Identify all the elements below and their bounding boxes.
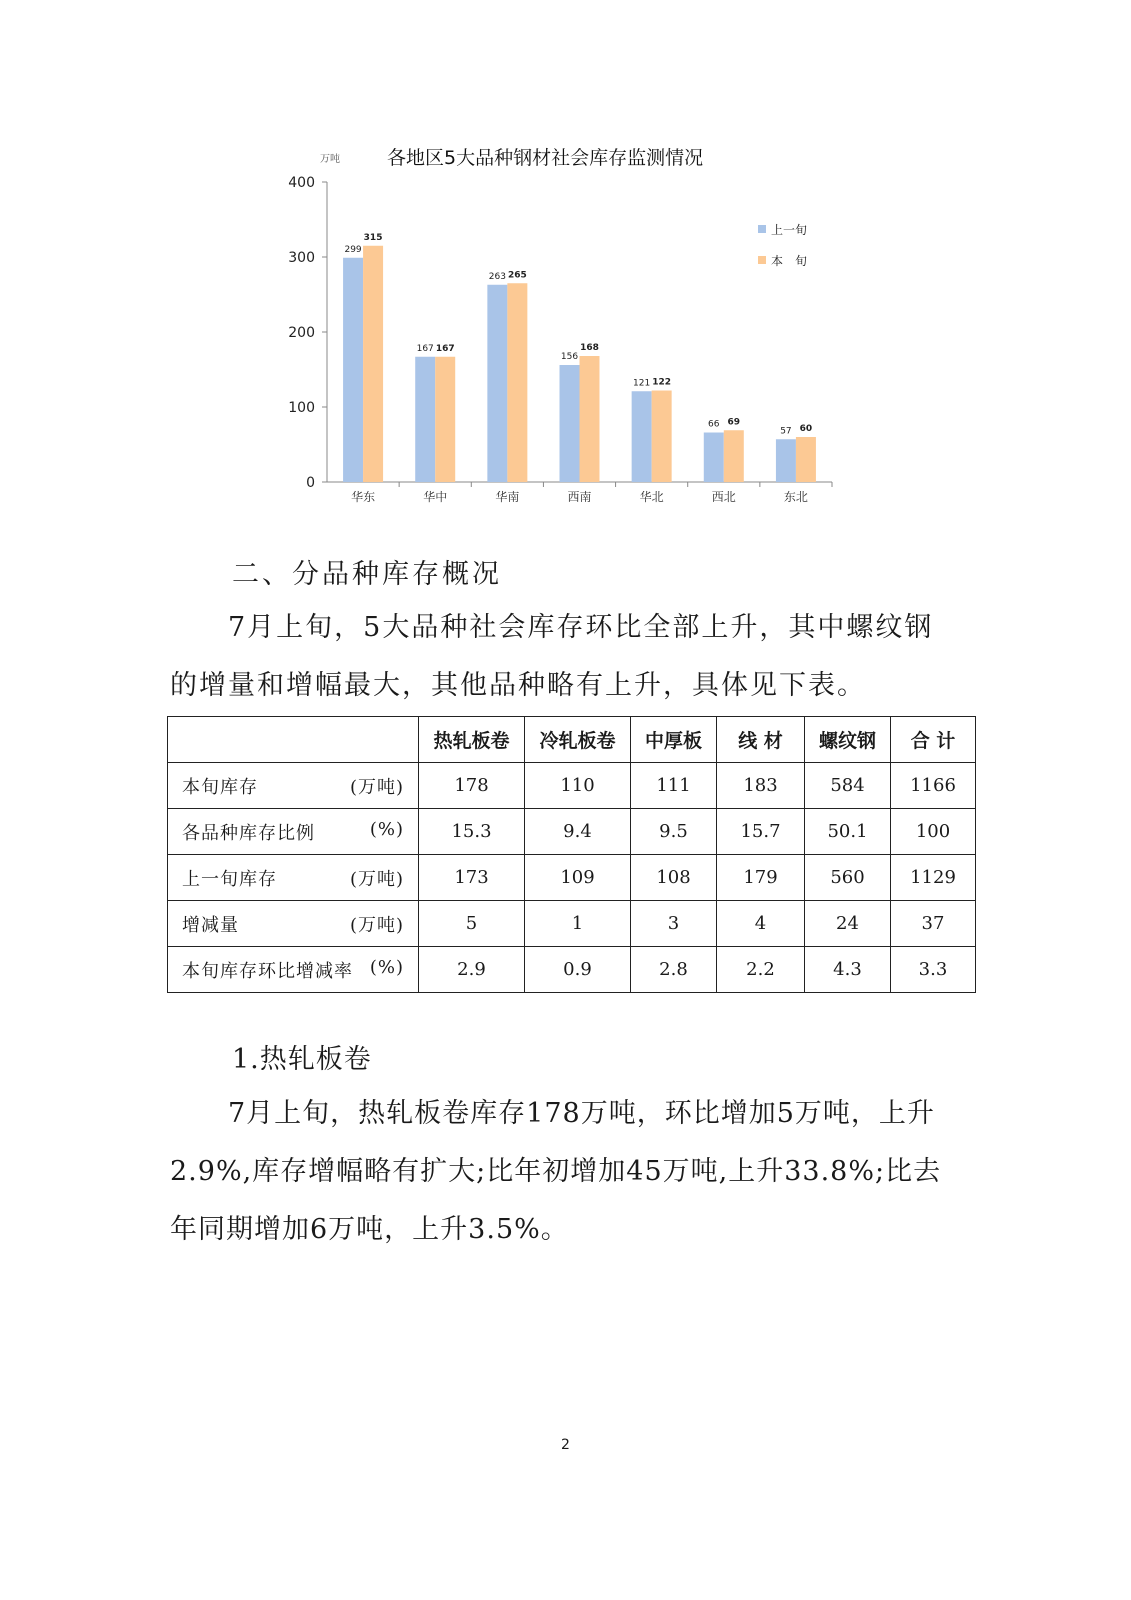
- bar: [507, 283, 527, 482]
- table-cell: 1129: [891, 855, 976, 901]
- x-tick-label: 西南: [567, 490, 592, 504]
- table-cell: 178: [419, 763, 525, 809]
- row-label-cell: [168, 947, 419, 993]
- bar-data-label: 122: [652, 377, 672, 388]
- table-cell: 1166: [891, 763, 976, 809]
- bar: [724, 430, 744, 482]
- x-tick-label: 华南: [495, 490, 520, 504]
- table-header-cell: 冷轧板卷: [525, 717, 631, 763]
- x-tick-label: 西北: [711, 490, 736, 504]
- bar: [487, 285, 507, 482]
- row-label: 上一旬库存: [182, 868, 277, 890]
- table-row: [168, 901, 976, 947]
- subsection-body-text: 7月上旬，热轧板卷库存178万吨，环比增加5万吨，上升2.9%,库存增幅略有扩大;比年初增加45万吨,上升33.8%;比去年同期增加6万吨，上升3.5%。: [170, 1098, 942, 1245]
- bar: [776, 439, 796, 482]
- bar-data-label: 168: [580, 343, 599, 353]
- subsection-body: [170, 1085, 960, 1259]
- bar: [632, 391, 652, 482]
- table-cell: 5: [419, 901, 525, 947]
- bar: [704, 433, 724, 483]
- table-cell: 15.3: [419, 809, 525, 855]
- row-label-cell: [168, 901, 419, 947]
- row-unit: (万吨): [349, 914, 404, 936]
- table-cell: 37: [891, 901, 976, 947]
- table-corner-cell: [168, 717, 419, 763]
- bar: [652, 391, 672, 483]
- table-cell: 3.3: [891, 947, 976, 993]
- bar-data-label: 66: [708, 419, 720, 430]
- chart-title: 各地区5大品种钢材社会库存监测情况: [387, 147, 704, 169]
- table-cell: 9.4: [525, 809, 631, 855]
- table-cell: 4.3: [805, 947, 891, 993]
- table-cell: 50.1: [805, 809, 891, 855]
- bar-data-label: 60: [799, 424, 813, 434]
- section-heading: 二、分品种库存概况: [232, 559, 502, 590]
- section-intro: [170, 599, 960, 715]
- bar: [415, 357, 435, 482]
- table-cell: 4: [717, 901, 805, 947]
- bar-data-label: 57: [780, 426, 792, 437]
- table-cell: 560: [805, 855, 891, 901]
- row-label-cell: [168, 809, 419, 855]
- bar-data-label: 167: [435, 343, 455, 354]
- y-tick-label: 300: [288, 250, 315, 266]
- table-cell: 24: [805, 901, 891, 947]
- row-label: 各品种库存比例: [182, 822, 315, 844]
- bar: [363, 246, 383, 482]
- chart-legend: [758, 222, 807, 268]
- page-number: 2: [561, 1437, 570, 1453]
- table-cell: 9.5: [631, 809, 717, 855]
- row-label: 增减量: [182, 914, 239, 936]
- row-label: 本旬库存: [182, 776, 258, 798]
- x-tick-label: 华中: [423, 490, 448, 504]
- table-row: [168, 947, 976, 993]
- y-tick-label: 0: [306, 475, 315, 491]
- table-cell: 3: [631, 901, 717, 947]
- bar-data-label: 69: [727, 417, 741, 428]
- inventory-table: [167, 716, 976, 993]
- row-unit: (%): [369, 818, 404, 840]
- bar-data-label: 156: [560, 352, 579, 362]
- bar: [435, 357, 455, 482]
- bar: [560, 365, 580, 482]
- bar-data-label: 265: [507, 270, 527, 281]
- chart-bars: [343, 233, 816, 482]
- table-cell: 183: [717, 763, 805, 809]
- chart-unit-label: 万吨: [320, 154, 340, 165]
- legend-swatch: [758, 256, 766, 264]
- table-cell: 2.9: [419, 947, 525, 993]
- table-cell: 108: [631, 855, 717, 901]
- y-tick-label: 200: [288, 325, 315, 341]
- table-header-cell: 螺纹钢: [805, 717, 891, 763]
- bar-data-label: 315: [363, 232, 383, 243]
- table-cell: 109: [525, 855, 631, 901]
- table-cell: 110: [525, 763, 631, 809]
- row-unit: (万吨): [349, 776, 404, 798]
- row-unit: (%): [369, 956, 404, 978]
- subsection-heading: 1.热轧板卷: [232, 1044, 372, 1075]
- legend-label: 上一旬: [771, 223, 808, 237]
- table-cell: 584: [805, 763, 891, 809]
- bar-data-label: 299: [344, 244, 362, 255]
- table-cell: 179: [717, 855, 805, 901]
- table-cell: 2.2: [717, 947, 805, 993]
- bar: [343, 258, 363, 482]
- table-cell: 111: [631, 763, 717, 809]
- table-header-cell: 中厚板: [631, 717, 717, 763]
- section-intro-text: 7月上旬，5大品种社会库存环比全部上升，其中螺纹钢的增量和增幅最大，其他品种略有上升，具体见下表。: [170, 612, 934, 701]
- bar-data-label: 167: [416, 343, 434, 354]
- regional-inventory-chart: [270, 130, 870, 525]
- bar-data-label: 263: [488, 271, 506, 282]
- legend-label: 本 旬: [771, 254, 808, 268]
- y-tick-label: 100: [288, 400, 315, 416]
- row-label-cell: [168, 763, 419, 809]
- table-header-cell: 线 材: [717, 717, 805, 763]
- table-row: [168, 763, 976, 809]
- y-tick-label: 400: [288, 175, 315, 191]
- table-header-row: [168, 717, 976, 763]
- bar-data-label: 121: [633, 378, 651, 389]
- table-header-cell: 热轧板卷: [419, 717, 525, 763]
- table-header-cell: 合 计: [891, 717, 976, 763]
- table-row: [168, 855, 976, 901]
- x-tick-label: 华东: [351, 490, 376, 504]
- table-row: [168, 809, 976, 855]
- bar: [580, 356, 600, 482]
- table-cell: 100: [891, 809, 976, 855]
- table-cell: 0.9: [525, 947, 631, 993]
- table-cell: 2.8: [631, 947, 717, 993]
- row-unit: (万吨): [349, 868, 404, 890]
- row-label-cell: [168, 855, 419, 901]
- legend-swatch: [758, 225, 766, 233]
- x-tick-label: 华北: [639, 490, 664, 504]
- table-cell: 173: [419, 855, 525, 901]
- table-cell: 15.7: [717, 809, 805, 855]
- x-tick-label: 东北: [783, 490, 808, 504]
- bar: [796, 437, 816, 482]
- table-cell: 1: [525, 901, 631, 947]
- row-label: 本旬库存环比增减率: [182, 960, 353, 982]
